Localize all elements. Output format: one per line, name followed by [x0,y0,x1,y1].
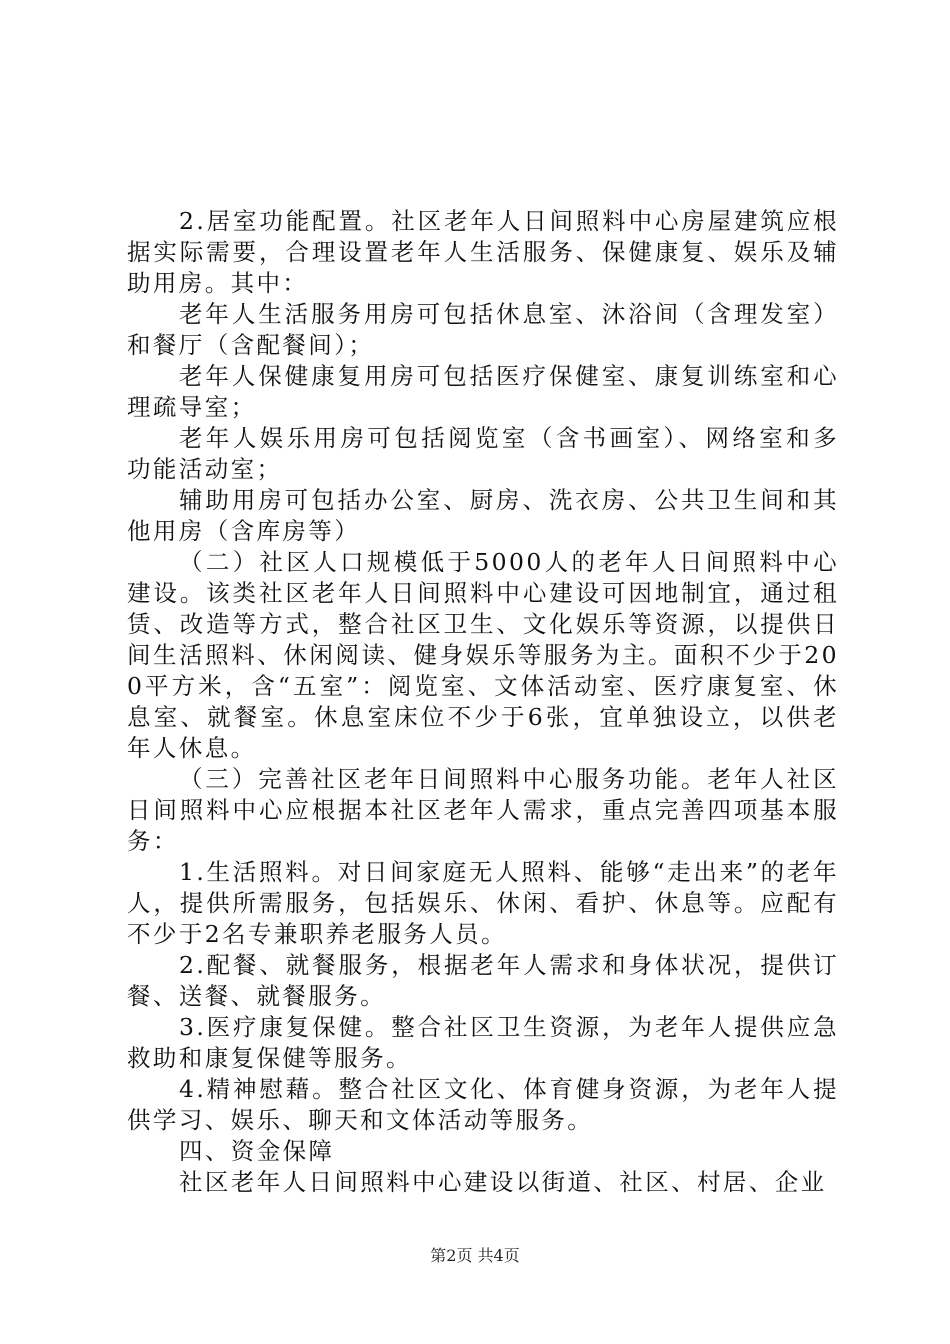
paragraph-entertainment-rooms: 老年人娱乐用房可包括阅览室（含书画室）、网络室和多功能活动室； [127,424,839,483]
paragraph-living-service-rooms: 老年人生活服务用房可包括休息室、沐浴间（含理发室）和餐厅（含配餐间）； [127,300,839,359]
paragraph-meal-service: 2.配餐、就餐服务，根据老年人需求和身体状况，提供订餐、送餐、就餐服务。 [127,951,839,1010]
paragraph-health-rehab-rooms: 老年人保健康复用房可包括医疗保健室、康复训练室和心理疏导室； [127,362,839,421]
paragraph-service-functions: （三）完善社区老年日间照料中心服务功能。老年人社区日间照料中心应根据本社区老年人需求，重点完善四项基本服务： [127,765,839,855]
paragraph-funding-intro: 社区老年人日间照料中心建设以街道、社区、村居、企业 [179,1168,827,1196]
paragraph-auxiliary-rooms: 辅助用房可包括办公室、厨房、洗衣房、公共卫生间和其他用房（含库房等） [127,486,839,545]
paragraph-room-config: 2.居室功能配置。社区老年人日间照料中心房屋建筑应根据实际需要，合理设置老年人生活服务、保健康复、娱乐及辅助用房。其中： [127,207,839,297]
paragraph-small-community-center: （二）社区人口规模低于5000人的老年人日间照料中心建设。该类社区老年人日间照料中心建设可因地制宜，通过租赁、改造等方式，整合社区卫生、文化娱乐等资源，以提供日间生活照料、休闲阅读、健身娱乐等服务为主。面积不少于200平方米，含“五室”：阅览室、文体活动室、医疗康复室、休息室、就餐室。休息室床位不少于6张，宜单独设立，以供老年人休息。 [127,548,839,762]
paragraph-daily-care: 1.生活照料。对日间家庭无人照料、能够“走出来”的老年人，提供所需服务，包括娱乐、休闲、看护、休息等。应配有不少于2名专兼职养老服务人员。 [127,858,839,948]
section-heading-funding: 四、资金保障 [179,1137,335,1165]
paragraph-spiritual-comfort: 4.精神慰藉。整合社区文化、体育健身资源，为老年人提供学习、娱乐、聊天和文体活动等服务。 [127,1075,839,1134]
page-number-footer: 第2页 共4页 [430,1246,520,1265]
paragraph-medical-rehab: 3.医疗康复保健。整合社区卫生资源，为老年人提供应急救助和康复保健等服务。 [127,1013,839,1072]
document-body [127,206,839,1198]
